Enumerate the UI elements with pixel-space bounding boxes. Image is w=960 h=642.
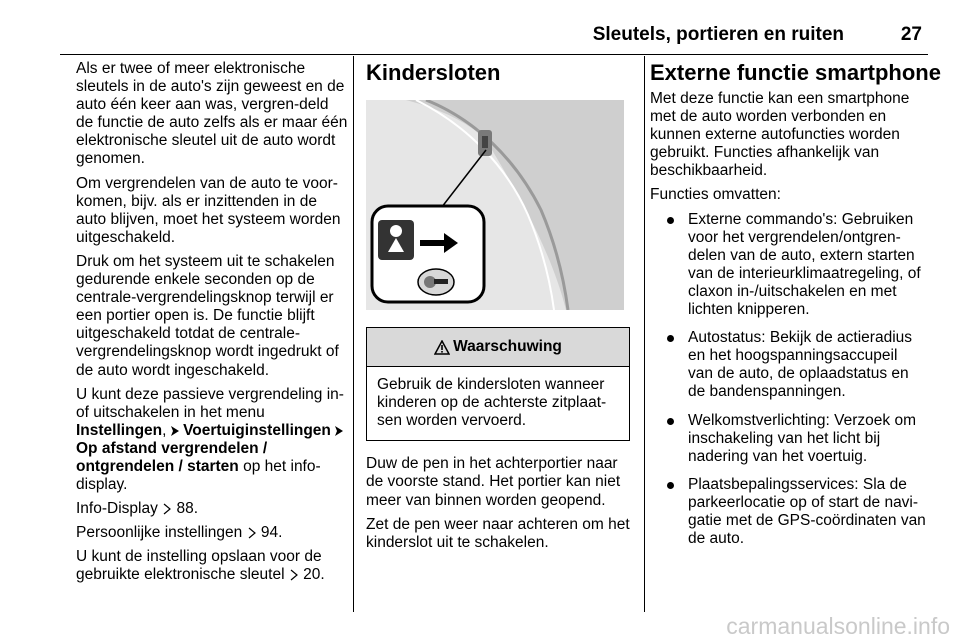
page-reference-icon (290, 569, 298, 581)
list-item: Welkomstverlichting: Verzoek om inschakeling van het licht bij nadering van het voertuig. (650, 412, 926, 466)
column-divider-1 (353, 56, 354, 612)
paragraph-disable-system: Druk om het systeem uit te schakelen gedurende enkele seconden op de centrale-vergrendelingsknop terwijl er een portier open is. De functie blijft uitgeschakeld totdat de centrale-vergrendelingsknop wordt ingedrukt of de auto wordt ingeschakeld. (76, 252, 339, 379)
paragraph-save-setting: U kunt de instelling opslaan voor de gebruikte elektronische sleutel 20. (76, 548, 325, 584)
bullet-icon (667, 482, 674, 489)
child-lock-illustration (366, 100, 624, 310)
page-reference-icon (248, 527, 256, 539)
paragraph-personal-settings-ref: Persoonlijke instellingen 94. (76, 524, 283, 542)
menu-item-remote-lock: Op afstand vergrendelen / ontgrendelen / starten (76, 439, 268, 475)
page-header (60, 0, 928, 56)
paragraph-child-lock-off: Zet de pen weer naar achteren om het kinderslot uit te schakelen. (366, 515, 630, 551)
menu-path-intro: U kunt deze passieve vergrendeling in- of uitschakelen in het menu (76, 385, 344, 421)
watermark: carmanualsonline.info (726, 613, 950, 639)
column-right (650, 60, 941, 558)
paragraph-info-display-ref: Info-Display 88. (76, 500, 199, 518)
paragraph-menu-path: U kunt deze passieve vergrendeling in- of uitschakelen in het menu Instellingen, Voertuiginstellingen Op afstand vergrendelen / ontgrendelen / starten op het info-display. (76, 385, 344, 494)
bullet-icon (667, 217, 674, 224)
paragraph-child-lock-on: Duw de pen in het achterportier naar de voorste stand. Het portier kan niet meer van binnen worden geopend. (366, 455, 621, 509)
menu-path-tail: op het info-display. (76, 457, 321, 494)
section-title-smartphone: Externe functie smartphone (650, 60, 941, 85)
page-ref-88[interactable]: 88. (176, 500, 199, 518)
paragraph-functions-label: Functies omvatten: (650, 186, 781, 204)
paragraph-prevent-locking: Om vergrendelen van de auto te voor-komen, bijv. als er inzittenden in de auto blijven, moet het systeem worden uitgeschakeld. (76, 174, 341, 246)
menu-arrow-icon (171, 426, 179, 436)
menu-item-vehicle-settings: Voertuiginstellingen (183, 421, 331, 439)
functions-list (650, 211, 926, 549)
warning-title: Waarschuwing (453, 338, 562, 356)
list-item: Externe commando's: Gebruiken voor het vergrendelen/ontgren-delen van de auto, extern starten van de interieurklimaatregeling, of claxon in-/uitschakelen en met lichten knipperen. (650, 211, 926, 320)
warning-text: Gebruik de kindersloten wanneer kinderen op de achterste zitplaat-sen worden vervoerd. (377, 376, 607, 430)
warning-triangle-icon (434, 340, 450, 355)
page-ref-94[interactable]: 94. (260, 524, 283, 542)
bullet-icon (667, 335, 674, 342)
page-ref-20[interactable]: 20. (303, 566, 325, 584)
paragraph-two-keys: Als er twee of meer elektronische sleutels in de auto's zijn geweest en de auto één keer aan was, vergren-deld de functie de auto zelfs als er maar één elektronische sleutel uit de auto wordt genomen. (76, 60, 348, 168)
column-middle (366, 60, 632, 558)
section-title-child-locks: Kindersloten (366, 60, 501, 85)
column-left (76, 60, 348, 591)
bullet-icon (667, 418, 674, 425)
warning-header (367, 328, 629, 367)
header-rule (60, 54, 928, 55)
list-item: Plaatsbepalingsservices: Sla de parkeerlocatie op of start de navi-gatie met de GPS-coördinaten van de auto. (650, 476, 926, 548)
column-divider-2 (644, 56, 645, 612)
paragraph-smartphone-intro: Met deze functie kan een smartphone met de auto worden verbonden en kunnen externe autofuncties worden gebruikt. Functies afhankelijk van beschikbaarheid. (650, 90, 910, 180)
page-number: 27 (900, 24, 922, 45)
page-title: Sleutels, portieren en ruiten (592, 24, 844, 45)
page-reference-icon (163, 503, 171, 515)
menu-arrow-icon (335, 426, 343, 436)
menu-item-settings: Instellingen (76, 421, 163, 439)
warning-box (366, 327, 630, 441)
list-item: Autostatus: Bekijk de actieradius en het hoogspanningsaccupeil van de auto, de oplaadstatus en de bandenspanningen. (650, 329, 926, 401)
